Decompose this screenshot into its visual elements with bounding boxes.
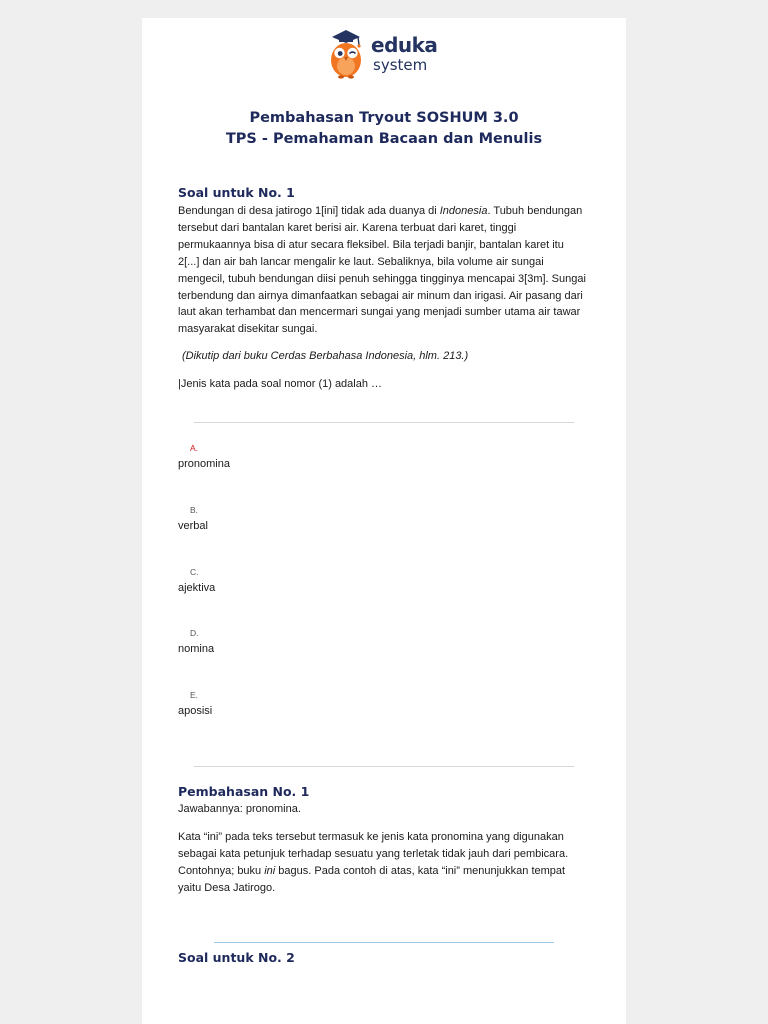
brand-name: eduka [371,33,438,57]
option-d-text[interactable]: nomina [178,643,215,655]
question-1-prompt: |Jenis kata pada soal nomor (1) adalah … [178,378,383,390]
option-a-text[interactable]: pronomina [178,458,230,470]
eduka-logo [326,28,446,80]
passage-text-continued: . Tubuh bendungan tersebut dari bantalan karet berisi air. Karena terbuat dari karet, tinggi permukaannya bisa di atur secara fleksibel. Bila terjadi banjir, bantalan karet itu 2[...] dan air bah lancar mengalir ke laut. Sebaliknya, bila volume air sungai mengecil, tubuh bendungan diisi penuh sehingga tingginya mencapai 3[3m]. Sungai terbendung dan airnya dimanfaatkan sebagai air minum dan irigasi. Air pasang dari laut akan terhambat dan mencermari sungai yang menjadi sumber utama air tawar masyarakat disekitar sungai. [178,205,586,336]
brand-subname: system [373,56,428,74]
option-c-text[interactable]: ajektiva [178,582,216,594]
divider [194,422,574,423]
title-line-2: TPS - Pemahaman Bacaan dan Menulis [225,131,543,147]
explanation-text: Kata “ini” pada teks tersebut termasuk ke jenis kata pronomina yang digunakan sebagai kata petunjuk terhadap sesuatu yang terletak tidak jauh dari pembicara. Contohnya; buku [178,831,569,877]
option-a-letter: A. [190,443,199,453]
page-title [142,108,626,150]
discussion-1-heading: Pembahasan No. 1 [178,784,310,799]
source-note: (Dikutip dari buku Cerdas Berbahasa Indonesia, hlm. 213.) [182,350,469,362]
question-1-heading: Soal untuk No. 1 [178,185,295,200]
option-e-letter: E. [190,690,199,700]
divider [214,942,554,943]
explanation-text-continued: bagus. Pada contoh di atas, kata “ini” menunjukkan tempat yaitu Desa Jatirogo. [178,864,566,894]
explanation-italic-text: ini [264,864,276,877]
option-b-text[interactable]: verbal [178,520,208,532]
discussion-1-explanation [178,829,588,897]
title-line-1: Pembahasan Tryout SOSHUM 3.0 [249,110,519,126]
discussion-1-answer: Jawabannya: pronomina. [178,803,301,815]
question-1-passage [178,203,588,338]
divider [194,766,574,767]
question-2-heading: Soal untuk No. 2 [178,950,295,965]
owl-mascot-icon [326,28,370,80]
option-d-letter: D. [190,628,199,638]
option-c-letter: C. [190,567,199,577]
option-e-text[interactable]: aposisi [178,705,213,717]
passage-text: Bendungan di desa jatirogo 1[ini] tidak ada duanya di [178,205,440,217]
document-page [142,18,626,1024]
option-b-letter: B. [190,505,199,515]
passage-italic-text: Indonesia [439,205,488,217]
